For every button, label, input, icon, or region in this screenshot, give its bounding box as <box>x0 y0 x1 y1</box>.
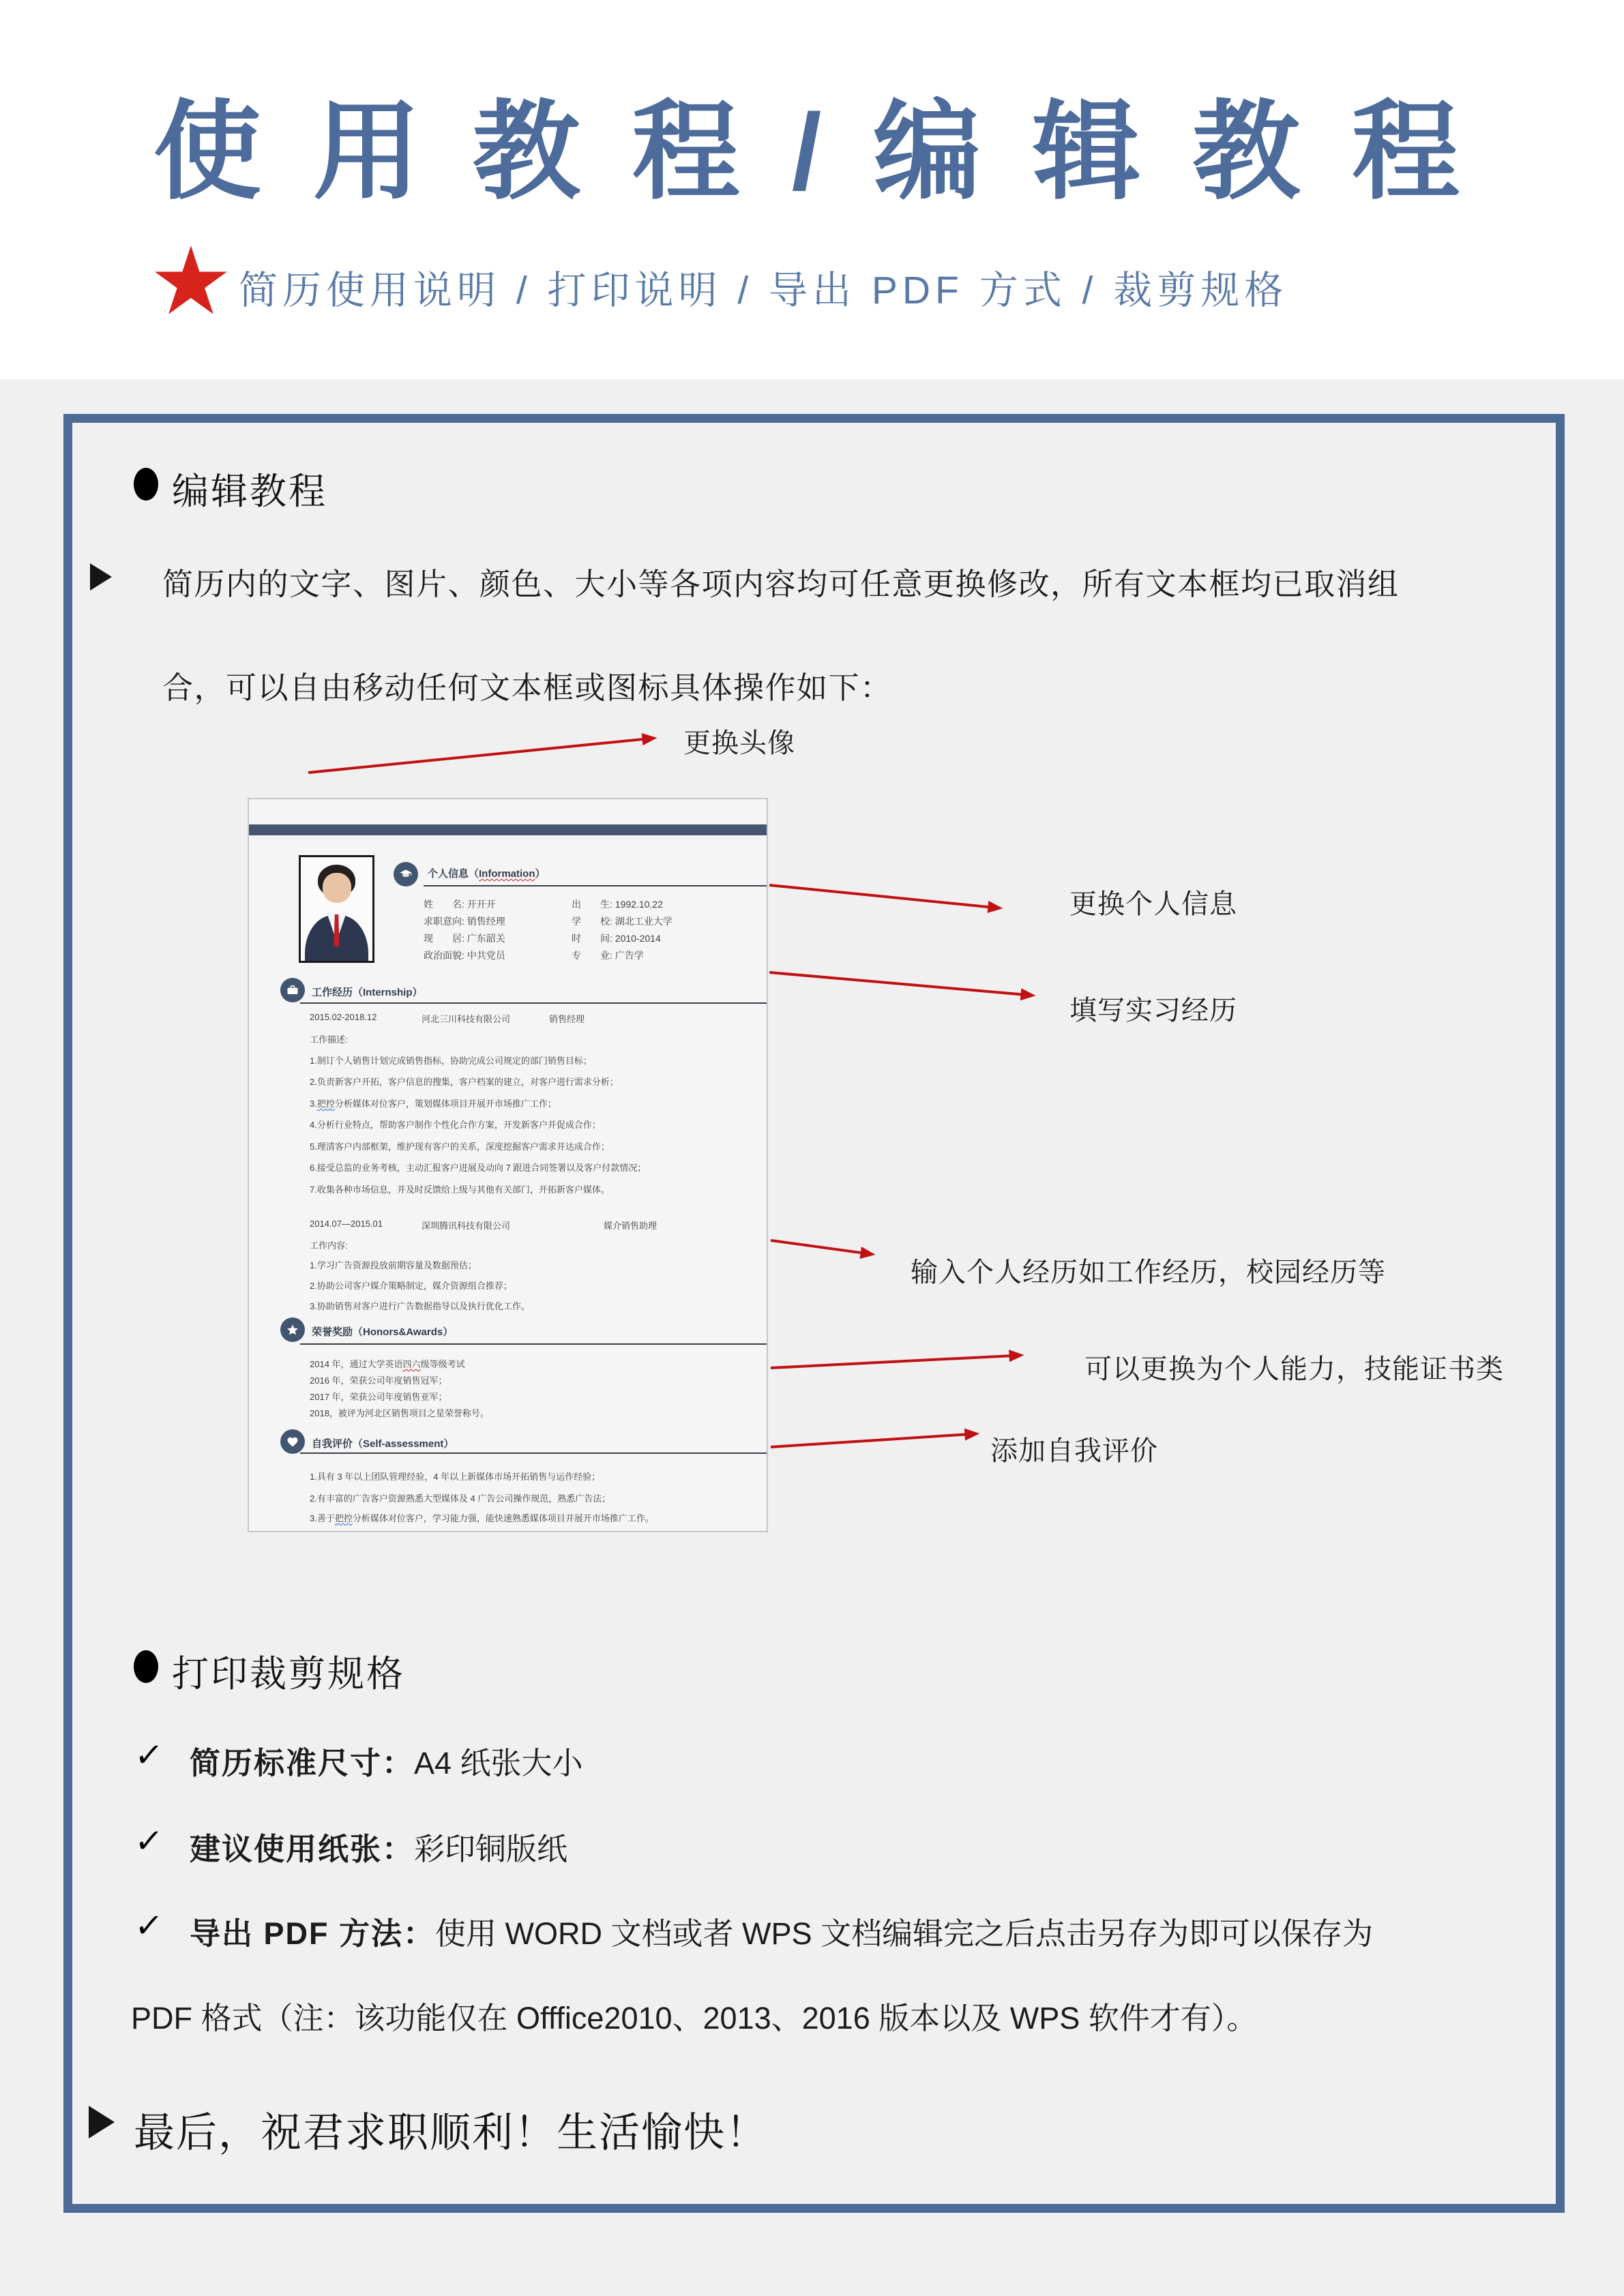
resume-header-bar <box>249 824 767 835</box>
circle-bullet-icon <box>134 468 158 501</box>
section-underline <box>300 1002 767 1004</box>
info-field: 出 生: 1992.10.22 <box>572 899 663 910</box>
print-spec-heading: 打印裁剪规格 <box>172 1654 405 1695</box>
page-subtitle: 简历使用说明 / 打印说明 / 导出 PDF 方式 / 裁剪规格 <box>239 269 1288 312</box>
job-item: 2.协助公司客户媒介策略制定，媒介资源组合推荐； <box>310 1281 512 1291</box>
arrow-bullet-icon <box>90 563 112 591</box>
info-title-post: ） <box>535 868 546 880</box>
section-underline <box>300 1452 767 1454</box>
job-company: 深圳腾讯科技有限公司 <box>422 1221 511 1231</box>
job-item: 6.接受总监的业务考核，主动汇报客户进展及动向 7 跟进合同签署以及客户付款情况； <box>310 1163 647 1173</box>
annotation-experience: 输入个人经历如工作经历，校园经历等 <box>911 1257 1386 1287</box>
honor-item: 2017 年，荣获公司年度销售亚军； <box>310 1392 447 1402</box>
honor-item: 2016 年，荣获公司年度销售冠军； <box>310 1375 447 1386</box>
annotation-self-assessment: 添加自我评价 <box>990 1436 1158 1466</box>
resume-info-fields <box>424 897 673 966</box>
check-icon: ✓ <box>133 1908 164 1944</box>
annotation-personal-info: 更换个人信息 <box>1069 889 1237 919</box>
page-title: 使 用 教 程 / 编 辑 教 程 <box>153 92 1471 212</box>
graduation-cap-icon <box>394 862 418 886</box>
info-field: 专 业: 广告学 <box>572 950 644 961</box>
info-field: 时 间: 2010-2014 <box>572 933 661 944</box>
edit-paragraph-line2: 合，可以自由移动任何文本框或图标具体操作如下： <box>162 670 892 705</box>
job-role: 媒介销售助理 <box>604 1221 658 1231</box>
job-role: 销售经理 <box>549 1014 585 1024</box>
star-icon: ★ <box>149 229 233 334</box>
print-item-pdf: 导出 PDF 方法：使用 WORD 文档或者 WPS 文档编辑完之后点击另存为即可以保存为 <box>190 1916 1374 1951</box>
job-company: 河北三川科技有限公司 <box>422 1014 511 1024</box>
edit-paragraph-line1: 简历内的文字、图片、颜色、大小等各项内容均可任意更换修改，所有文本框均已取消组 <box>162 567 1400 601</box>
info-field: 姓 名: 开开开 <box>424 899 496 910</box>
job-intro: 工作描述: <box>310 1034 348 1045</box>
job-item: 3.把控分析媒体对位客户，策划媒体项目并展开市场推广工作； <box>310 1099 557 1109</box>
annotation-skills: 可以更换为个人能力，技能证书类 <box>1084 1354 1504 1384</box>
section-underline <box>300 1343 767 1345</box>
job-intro: 工作内容: <box>310 1240 348 1251</box>
briefcase-icon <box>280 978 305 1002</box>
selfassess-item: 1.具有 3 年以上团队管理经验，4 年以上新媒体市场开拓销售与运作经验； <box>310 1472 601 1482</box>
info-title-wavy: Information <box>479 868 535 880</box>
job-item: 4.分析行业特点，帮助客户制作个性化合作方案，开发新客户并促成合作； <box>310 1120 601 1130</box>
star-icon <box>280 1317 305 1342</box>
job-item: 1.制订个人销售计划完成销售指标，协助完成公司规定的部门销售目标； <box>310 1056 592 1066</box>
job-item: 1.学习广告资源投放前期容量及数据预估； <box>310 1260 477 1270</box>
honor-item: 2014 年，通过大学英语四六级等级考试 <box>310 1359 465 1369</box>
info-field: 学 校: 湖北工业大学 <box>572 916 673 927</box>
job-item: 7.收集各种市场信息，并及时反馈给上级与其他有关部门，开拓新客户媒体。 <box>310 1184 610 1195</box>
resume-selfassess-heading: 自我评价（Self-assessment） <box>312 1438 454 1450</box>
heart-icon <box>280 1429 305 1454</box>
id-photo <box>299 855 374 963</box>
section-underline <box>424 885 767 886</box>
job-period: 2014.07—2015.01 <box>310 1219 383 1229</box>
info-title-pre: 个人信息（ <box>428 868 479 880</box>
selfassess-item: 2.有丰富的广告客户资源熟悉大型媒体及 4 广告公司操作规范，熟悉广告法； <box>310 1493 611 1504</box>
job-item: 3.协助销售对客户进行广告数据指导以及执行优化工作。 <box>310 1301 530 1311</box>
resume-work-heading: 工作经历（Internship） <box>312 987 423 998</box>
selfassess-item: 3.善于把控分析媒体对位客户，学习能力强，能快速熟悉媒体项目并展开市场推广工作。 <box>310 1513 654 1523</box>
circle-bullet-icon <box>134 1650 158 1683</box>
check-icon: ✓ <box>133 1738 164 1774</box>
info-field: 现 居: 广东韶关 <box>424 933 505 944</box>
job-item: 5.理清客户内部框架，维护现有客户的关系，深度挖掘客户需求并达成合作； <box>310 1142 610 1152</box>
honor-item: 2018，被评为河北区销售项目之星荣誉称号。 <box>310 1408 489 1418</box>
print-item-size: 简历标准尺寸：A4 纸张大小 <box>190 1746 583 1780</box>
job-period: 2015.02-2018.12 <box>310 1012 377 1022</box>
edit-tutorial-heading: 编辑教程 <box>172 471 327 512</box>
resume-thumbnail <box>248 798 768 1532</box>
print-item-paper: 建议使用纸张：彩印铜版纸 <box>190 1832 568 1866</box>
annotation-internship: 填写实习经历 <box>1069 996 1237 1026</box>
info-field: 求职意向: 销售经理 <box>424 916 505 927</box>
print-item-pdf-line2: PDF 格式（注：该功能仅在 Offfice2010、2013、2016 版本以及 WPS 软件才有）。 <box>131 2001 1258 2036</box>
annotation-avatar: 更换头像 <box>683 728 795 758</box>
arrow-bullet-icon <box>89 2106 115 2138</box>
info-field: 政治面貌: 中共党员 <box>424 950 505 961</box>
resume-info-heading <box>428 866 546 880</box>
photo-face-shape <box>323 873 351 903</box>
job-item: 2.负责新客户开拓，客户信息的搜集，客户档案的建立，对客户进行需求分析； <box>310 1077 619 1087</box>
closing-line: 最后，祝君求职顺利！生活愉快！ <box>134 2110 768 2156</box>
resume-honors-heading: 荣誉奖励（Honors&Awards） <box>312 1326 454 1338</box>
check-icon: ✓ <box>133 1823 164 1860</box>
